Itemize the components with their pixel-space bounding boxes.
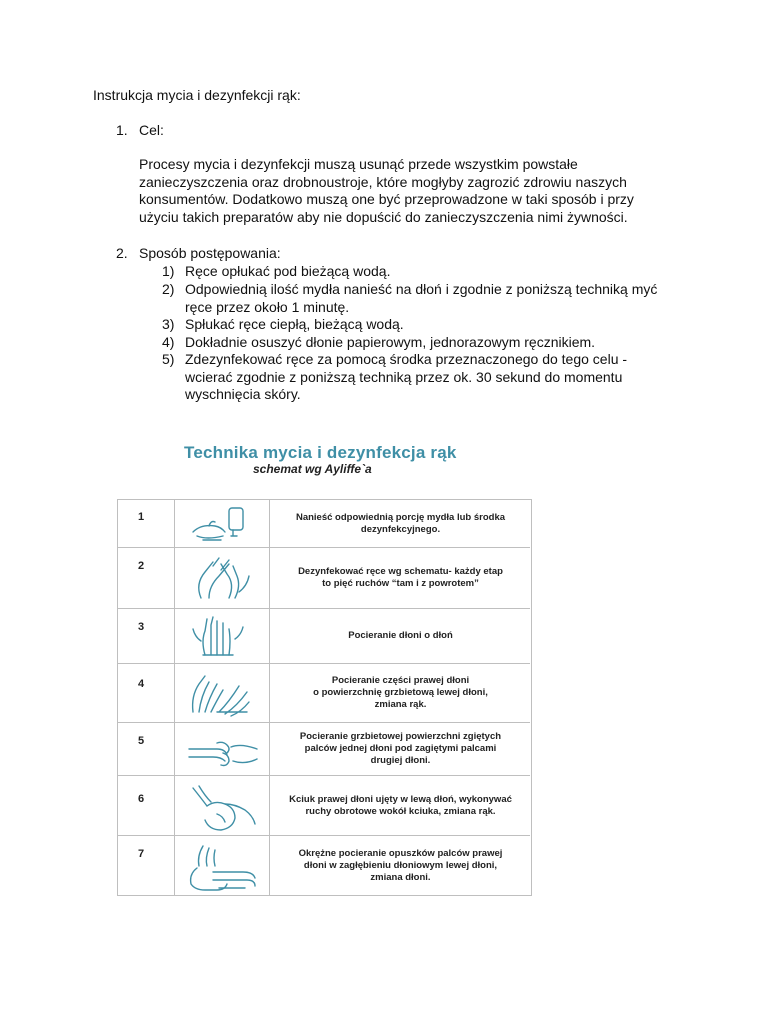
row-number: 7 bbox=[138, 848, 145, 860]
table-row bbox=[118, 547, 530, 608]
step-line: Zdezynfekować ręce za pomocą środka przeznaczonego do tego celu - bbox=[185, 351, 628, 367]
row-description bbox=[271, 500, 530, 547]
step-line: wyschnięcia skóry. bbox=[185, 386, 301, 403]
row-description-line: Pocieranie grzbietowej powierzchni zgiętych bbox=[299, 731, 502, 742]
row-description-line: dezynfekcyjnego. bbox=[360, 523, 441, 535]
row-description-line: Okrężne pocieranie opuszków palców prawej bbox=[298, 847, 503, 859]
row-number: 4 bbox=[138, 678, 145, 690]
paragraph-line: zanieczyszczenia oraz drobnoustroje, które mogłyby zagrozić zdrowiu naszych bbox=[139, 173, 627, 190]
step-number: 3) bbox=[162, 316, 175, 332]
row-illustration bbox=[174, 548, 270, 608]
figure-subtitle: schemat wg Ayliffe`a bbox=[253, 462, 372, 476]
row-description bbox=[271, 723, 530, 775]
step-line: ręce przez około 1 minutę. bbox=[185, 298, 350, 315]
section-1-label: Cel: bbox=[139, 122, 164, 138]
paragraph-line: Procesy mycia i dezynfekcji muszą usunąć przede wszystkim powstałe bbox=[139, 156, 578, 172]
row-number: 5 bbox=[138, 735, 145, 747]
table-row bbox=[118, 663, 530, 722]
row-description-line: Pocieranie dłoni o dłoń bbox=[348, 630, 453, 641]
step-number: 1) bbox=[162, 263, 175, 279]
section-1-number: 1. bbox=[116, 122, 128, 138]
row-description bbox=[271, 548, 530, 608]
row-description-line: Kciuk prawej dłoni ujęty w lewą dłoń, wykonywać bbox=[289, 793, 512, 805]
row-description-line: Pocieranie części prawej dłoni bbox=[331, 675, 470, 686]
row-illustration bbox=[174, 609, 270, 663]
row-illustration bbox=[174, 836, 270, 895]
step-number: 5) bbox=[162, 351, 175, 367]
step-number: 4) bbox=[162, 334, 175, 350]
row-number: 3 bbox=[138, 621, 145, 633]
row-number: 6 bbox=[138, 793, 145, 805]
table-row bbox=[118, 608, 530, 663]
document-title: Instrukcja mycia i dezynfekcji rąk: bbox=[93, 87, 301, 103]
row-number: 2 bbox=[138, 560, 145, 572]
soap-dispenser-hand-icon bbox=[183, 504, 263, 544]
step-line: Spłukać ręce ciepłą, bieżącą wodą. bbox=[185, 316, 404, 332]
step-line: wcierać zgodnie z poniższą techniką przez ok. 30 sekund do momentu bbox=[185, 368, 623, 385]
row-description bbox=[271, 664, 530, 722]
section-1-paragraph bbox=[139, 156, 659, 226]
row-illustration bbox=[174, 776, 270, 835]
technique-table bbox=[117, 499, 532, 896]
section-2-label: Sposób postępowania: bbox=[139, 245, 281, 261]
table-row bbox=[118, 835, 530, 895]
step-number: 2) bbox=[162, 281, 175, 297]
table-row bbox=[118, 775, 530, 835]
row-description-line: to pięć ruchów “tam i z powrotem” bbox=[322, 578, 479, 589]
row-description-line: palców jednej dłoni pod zagiętymi palcami bbox=[304, 743, 497, 754]
row-description-line: o powierzchnię grzbietową lewej dłoni, bbox=[313, 687, 488, 698]
row-description-line: zmiana dłoni. bbox=[370, 871, 431, 883]
row-description-line: Dezynfekować ręce wg schematu- każdy etap bbox=[298, 566, 503, 577]
figure-title: Technika mycia i dezynfekcja rąk bbox=[184, 443, 457, 462]
row-description-line: dłoni w zagłębieniu dłoniowym lewej dłoni, bbox=[303, 859, 498, 871]
fingertips-rub-icon bbox=[183, 840, 263, 894]
table-row bbox=[118, 722, 530, 775]
palm-over-back-icon bbox=[183, 668, 263, 720]
row-description bbox=[271, 776, 530, 835]
hands-together-icon bbox=[183, 552, 263, 606]
row-illustration bbox=[174, 500, 270, 547]
interlocked-fingers-icon bbox=[183, 727, 263, 773]
step-line: Ręce opłukać pod bieżącą wodą. bbox=[185, 263, 391, 279]
row-description bbox=[271, 836, 530, 895]
paragraph-line: użyciu takich preparatów aby nie dopuścić do zanieczyszczenia nimi żywności. bbox=[139, 208, 628, 225]
section-2-number: 2. bbox=[116, 245, 128, 261]
row-illustration bbox=[174, 723, 270, 775]
row-description-line: drugiej dłoni. bbox=[370, 755, 431, 766]
step-line: Dokładnie osuszyć dłonie papierowym, jednorazowym ręcznikiem. bbox=[185, 334, 596, 350]
paragraph-line: konsumentów. Dodatkowo muszą one być przeprowadzone w taki sposób i przy bbox=[139, 191, 634, 208]
row-description-line: ruchy obrotowe wokół kciuka, zmiana rąk. bbox=[305, 805, 496, 817]
row-illustration bbox=[174, 664, 270, 722]
row-number: 1 bbox=[138, 511, 145, 523]
thumb-rub-icon bbox=[183, 780, 263, 834]
table-row bbox=[118, 500, 530, 547]
row-description-line: zmiana rąk. bbox=[374, 699, 427, 710]
palm-to-palm-icon bbox=[183, 613, 263, 661]
row-description bbox=[271, 609, 530, 663]
row-description-line: Nanieść odpowiednią porcję mydła lub środka bbox=[295, 511, 506, 523]
step-line: Odpowiednią ilość mydła nanieść na dłoń i zgodnie z poniższą techniką myć bbox=[185, 281, 658, 297]
